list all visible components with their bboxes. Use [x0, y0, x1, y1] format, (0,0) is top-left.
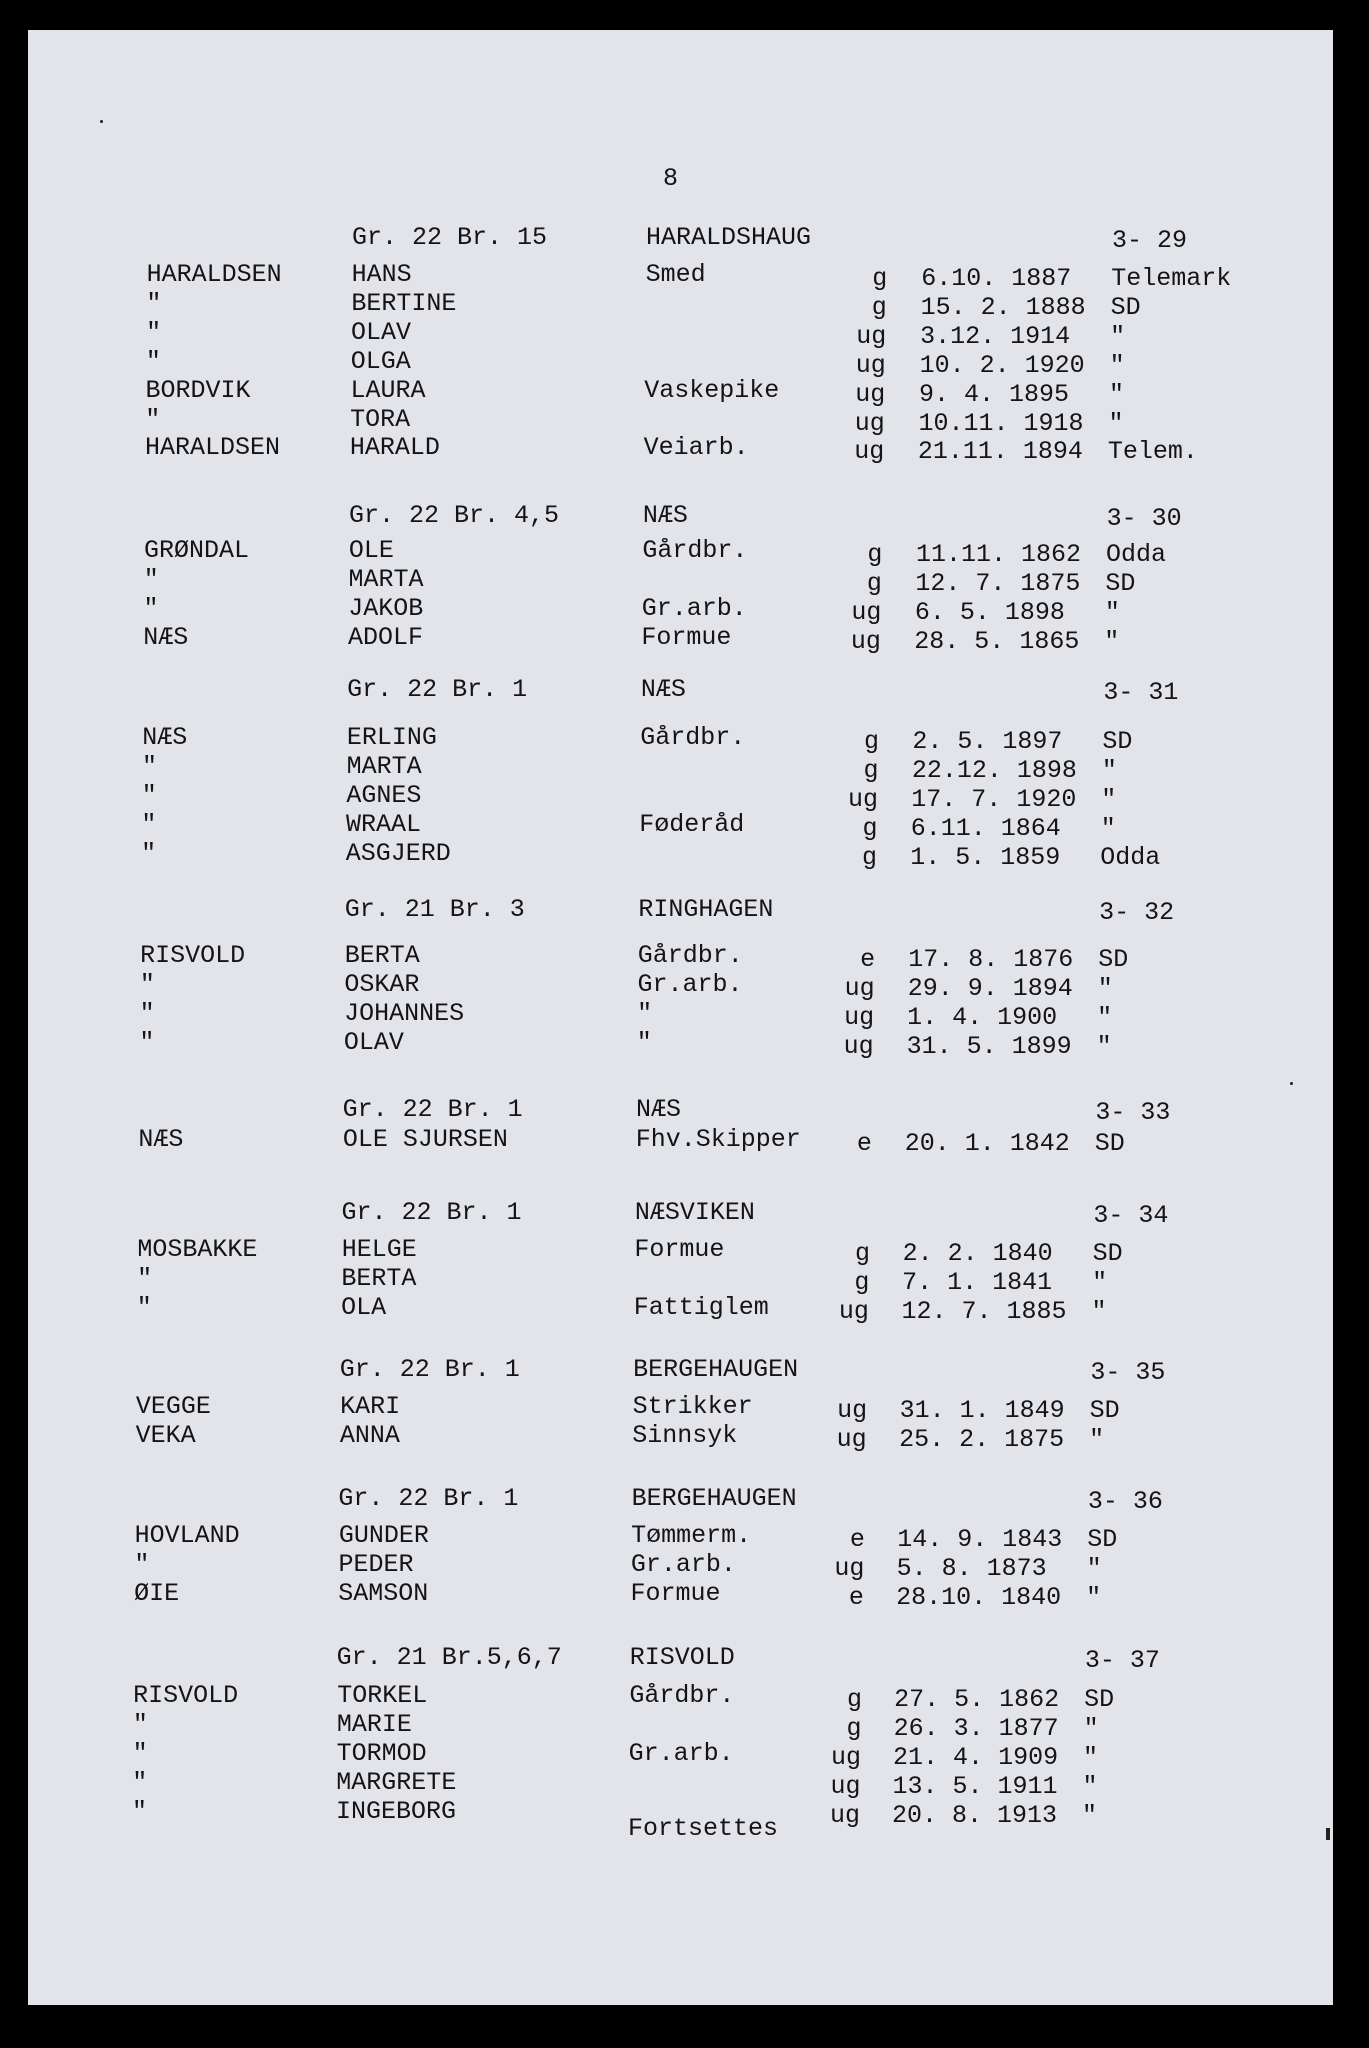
household-ref: 3- 31 — [1103, 678, 1179, 707]
surname-cell: HOVLAND — [134, 1521, 240, 1550]
birthplace-cell: " — [1083, 1742, 1099, 1772]
birth-date-cell: 12. 7. 1885 — [901, 1296, 1067, 1326]
birth-date-cell: 2. 5. 1897 — [912, 727, 1063, 756]
birthplace-cell: " — [1082, 1800, 1098, 1830]
marital-status-cell: ug — [851, 597, 882, 627]
occupation-cell: Sinnsyk — [632, 1420, 738, 1450]
birthplace-cell: SD — [1084, 1685, 1115, 1714]
occupation-cell: Gårdbr. — [642, 536, 748, 565]
occupation-cell: Strikker — [632, 1392, 753, 1421]
group-reference: Gr. 21 Br.5,6,7 — [336, 1643, 562, 1672]
surname-cell: VEKA — [135, 1420, 196, 1450]
given-name-cell: HELGE — [341, 1235, 417, 1264]
surname-cell: " — [132, 1796, 148, 1826]
given-name-cell: PEDER — [338, 1549, 414, 1579]
given-name-cell: BERTA — [344, 941, 420, 970]
surname-cell: NÆS — [143, 622, 189, 652]
marital-status-cell: e — [860, 945, 876, 974]
given-name-cell: OLE — [348, 536, 394, 565]
surname-cell: VEGGE — [135, 1392, 211, 1421]
group-reference: Gr. 22 Br. 1 — [347, 675, 528, 704]
given-name-cell: MARGRETE — [336, 1767, 457, 1797]
marital-status-cell: g — [854, 1239, 870, 1268]
given-name-cell: BERTA — [341, 1263, 417, 1293]
surname-cell: " — [145, 346, 161, 376]
birth-date-cell: 3.12. 1914 — [920, 321, 1071, 351]
birth-date-cell: 15. 2. 1888 — [920, 292, 1086, 322]
marital-status-cell: ug — [855, 379, 886, 409]
birthplace-cell: SD — [1110, 292, 1141, 322]
birth-date-cell: 20. 8. 1913 — [892, 1800, 1058, 1830]
household-ref: 3- 30 — [1106, 504, 1182, 533]
occupation-cell: Fattiglem — [633, 1292, 769, 1322]
given-name-cell: HANS — [351, 260, 412, 289]
surname-cell: BORDVIK — [145, 375, 251, 405]
marital-status-cell: ug — [856, 321, 887, 351]
birthplace-cell: " — [1082, 1771, 1098, 1801]
marital-status-cell: g — [854, 1267, 870, 1297]
given-name-cell: OLAV — [343, 1027, 404, 1057]
surname-cell: " — [132, 1709, 148, 1739]
birth-date-cell: 27. 5. 1862 — [894, 1685, 1060, 1714]
farm-name: NÆS — [636, 1095, 682, 1124]
birth-date-cell: 31. 1. 1849 — [899, 1396, 1065, 1425]
birthplace-cell: " — [1101, 784, 1117, 814]
birth-date-cell: 20. 1. 1842 — [904, 1129, 1070, 1158]
given-name-cell: MARIE — [336, 1709, 412, 1739]
surname-cell: " — [146, 288, 162, 318]
marital-status-cell: g — [867, 540, 883, 569]
birth-date-cell: 25. 2. 1875 — [899, 1424, 1065, 1454]
farm-name: NÆS — [640, 675, 686, 704]
birthplace-cell: SD — [1105, 568, 1136, 598]
birth-date-cell: 28.10. 1840 — [896, 1582, 1062, 1612]
given-name-cell: WRAAL — [346, 809, 422, 839]
marital-status-cell: g — [846, 1713, 862, 1743]
marital-status-cell: ug — [834, 1553, 865, 1583]
birth-date-cell: 17. 7. 1920 — [911, 784, 1077, 814]
marital-status-cell: e — [849, 1525, 865, 1554]
birthplace-cell: SD — [1094, 1129, 1125, 1158]
occupation-cell: Gr.arb. — [630, 1549, 736, 1579]
surname-cell: GRØNDAL — [144, 536, 250, 565]
surname-cell: " — [143, 593, 159, 623]
marital-status-cell: g — [866, 568, 882, 598]
birthplace-cell: " — [1092, 1267, 1108, 1297]
surname-cell: " — [137, 1263, 153, 1293]
surname-cell: " — [132, 1767, 148, 1797]
group-reference: Gr. 22 Br. 1 — [342, 1095, 523, 1124]
continuation-note: Fortsettes — [628, 1814, 779, 1843]
page-number: 8 — [663, 164, 679, 193]
household-ref: 3- 29 — [1111, 226, 1187, 255]
birth-date-cell: 1. 5. 1859 — [910, 842, 1061, 872]
occupation-cell: Formue — [641, 622, 732, 652]
birth-date-cell: 6.10. 1887 — [921, 264, 1072, 293]
birthplace-cell: " — [1104, 626, 1120, 656]
birthplace-cell: " — [1110, 321, 1126, 351]
surname-cell: ØIE — [134, 1578, 180, 1608]
surname-cell: RISVOLD — [140, 941, 246, 970]
birth-date-cell: 21. 4. 1909 — [893, 1742, 1059, 1772]
marital-status-cell: ug — [854, 408, 885, 438]
speck-mark — [1290, 1082, 1293, 1085]
surname-cell: " — [141, 838, 157, 868]
household-ref: 3- 35 — [1090, 1358, 1166, 1387]
group-reference: Gr. 22 Br. 4,5 — [348, 501, 560, 530]
birth-date-cell: 29. 9. 1894 — [907, 973, 1073, 1003]
surname-cell: " — [139, 969, 155, 999]
surname-cell: " — [141, 780, 157, 810]
surname-cell: " — [141, 751, 157, 781]
household-ref: 3- 36 — [1087, 1487, 1163, 1516]
given-name-cell: OLAV — [351, 317, 412, 347]
given-name-cell: ERLING — [346, 723, 437, 752]
marital-status-cell: g — [861, 842, 877, 872]
occupation-cell: Fhv.Skipper — [635, 1125, 801, 1154]
surname-cell: " — [134, 1549, 150, 1579]
group-reference: Gr. 22 Br. 1 — [338, 1484, 519, 1513]
surname-cell: RISVOLD — [133, 1681, 239, 1710]
occupation-cell: Smed — [645, 260, 706, 289]
occupation-cell: " — [637, 998, 653, 1028]
given-name-cell: BERTINE — [351, 288, 457, 318]
farm-name: HARALDSHAUG — [646, 223, 812, 252]
occupation-cell: Tømmerm. — [631, 1521, 752, 1550]
marital-status-cell: g — [847, 1685, 863, 1714]
given-name-cell: OLGA — [350, 346, 411, 376]
birthplace-cell: SD — [1089, 1396, 1120, 1425]
given-name-cell: INGEBORG — [336, 1796, 457, 1826]
given-name-cell: GUNDER — [338, 1521, 429, 1550]
surname-cell: " — [146, 317, 162, 347]
occupation-cell: Gr.arb. — [628, 1738, 734, 1768]
birthplace-cell: " — [1091, 1296, 1107, 1326]
birth-date-cell: 2. 2. 1840 — [902, 1239, 1053, 1268]
marital-status-cell: ug — [838, 1296, 869, 1326]
given-name-cell: ANNA — [339, 1420, 400, 1450]
surname-cell: " — [145, 404, 161, 434]
marital-status-cell: g — [863, 755, 879, 785]
birth-date-cell: 10.11. 1918 — [918, 408, 1084, 438]
given-name-cell: OLA — [341, 1292, 387, 1322]
birth-date-cell: 7. 1. 1841 — [902, 1267, 1053, 1297]
given-name-cell: JAKOB — [348, 593, 424, 623]
occupation-cell: Formue — [630, 1578, 721, 1608]
birth-date-cell: 10. 2. 1920 — [919, 350, 1085, 380]
occupation-cell: Gårdbr. — [640, 723, 746, 752]
household-ref: 3- 32 — [1099, 898, 1175, 927]
surname-cell: " — [143, 564, 159, 594]
marital-status-cell: ug — [850, 626, 881, 656]
farm-name: RISVOLD — [629, 1643, 735, 1672]
given-name-cell: AGNES — [346, 780, 422, 810]
surname-cell: " — [141, 809, 157, 839]
birthplace-cell: " — [1109, 350, 1125, 380]
birthplace-cell: Telem. — [1107, 437, 1198, 467]
surname-cell: " — [136, 1292, 152, 1322]
marital-status-cell: e — [848, 1582, 864, 1612]
birthplace-cell: Telemark — [1111, 264, 1232, 293]
birthplace-cell: " — [1086, 1553, 1102, 1583]
group-reference: Gr. 22 Br. 1 — [341, 1198, 522, 1227]
birthplace-cell: " — [1096, 1031, 1112, 1061]
birth-date-cell: 13. 5. 1911 — [892, 1771, 1058, 1801]
given-name-cell: TORA — [350, 404, 411, 434]
marital-status-cell: ug — [830, 1771, 861, 1801]
birthplace-cell: " — [1101, 755, 1117, 785]
given-name-cell: ADOLF — [347, 622, 423, 652]
given-name-cell: TORMOD — [336, 1738, 427, 1768]
given-name-cell: TORKEL — [337, 1681, 428, 1710]
surname-cell: " — [139, 998, 155, 1028]
marital-status-cell: g — [862, 813, 878, 843]
given-name-cell: LAURA — [350, 375, 426, 405]
birthplace-cell: SD — [1102, 727, 1133, 756]
speck-mark — [100, 120, 103, 123]
surname-cell: NÆS — [138, 1125, 184, 1154]
birth-date-cell: 31. 5. 1899 — [906, 1031, 1072, 1061]
birthplace-cell: SD — [1092, 1239, 1123, 1268]
household-ref: 3- 34 — [1093, 1201, 1169, 1230]
occupation-cell: Vaskepike — [644, 375, 780, 405]
marital-status-cell: ug — [844, 1002, 875, 1032]
marital-status-cell: ug — [830, 1742, 861, 1772]
marital-status-cell: g — [872, 264, 888, 293]
household-ref: 3- 33 — [1095, 1098, 1171, 1127]
birth-date-cell: 11.11. 1862 — [915, 540, 1081, 569]
marital-status-cell: ug — [848, 784, 879, 814]
birth-date-cell: 6.11. 1864 — [910, 813, 1061, 843]
given-name-cell: HARALD — [349, 433, 440, 463]
birth-date-cell: 21.11. 1894 — [917, 437, 1083, 467]
birthplace-cell: " — [1108, 408, 1124, 438]
surname-cell: MOSBAKKE — [137, 1235, 258, 1264]
given-name-cell: MARTA — [348, 564, 424, 594]
birthplace-cell: " — [1083, 1713, 1099, 1743]
given-name-cell: MARTA — [346, 751, 422, 781]
farm-name: NÆSVIKEN — [634, 1198, 755, 1227]
birthplace-cell: " — [1097, 1002, 1113, 1032]
birth-date-cell: 1. 4. 1900 — [907, 1002, 1058, 1032]
occupation-cell: Føderåd — [639, 809, 745, 839]
birth-date-cell: 12. 7. 1875 — [915, 568, 1081, 598]
marital-status-cell: g — [871, 292, 887, 322]
marital-status-cell: ug — [837, 1396, 868, 1425]
group-reference: Gr. 22 Br. 1 — [339, 1355, 520, 1384]
marital-status-cell: ug — [836, 1424, 867, 1454]
birth-date-cell: 26. 3. 1877 — [893, 1713, 1059, 1743]
occupation-cell: Gr.arb. — [637, 969, 743, 999]
farm-name: RINGHAGEN — [638, 895, 774, 924]
occupation-cell: Veiarb. — [643, 433, 749, 463]
birthplace-cell: Odda — [1100, 842, 1161, 872]
surname-cell: " — [139, 1027, 155, 1057]
birthplace-cell: " — [1109, 379, 1125, 409]
given-name-cell: OLE SJURSEN — [342, 1125, 508, 1154]
birth-date-cell: 14. 9. 1843 — [897, 1525, 1063, 1554]
surname-cell: " — [132, 1738, 148, 1768]
marital-status-cell: ug — [829, 1800, 860, 1830]
group-reference: Gr. 22 Br. 15 — [352, 223, 548, 252]
birthplace-cell: " — [1104, 597, 1120, 627]
birthplace-cell: Odda — [1105, 540, 1166, 569]
given-name-cell: JOHANNES — [344, 998, 465, 1028]
birthplace-cell: " — [1086, 1582, 1102, 1612]
birth-date-cell: 28. 5. 1865 — [914, 626, 1080, 656]
birth-date-cell: 22.12. 1898 — [911, 755, 1077, 785]
occupation-cell: Gårdbr. — [637, 941, 743, 970]
group-reference: Gr. 21 Br. 3 — [344, 895, 525, 924]
farm-name: BERGEHAUGEN — [633, 1355, 799, 1384]
marital-status-cell: ug — [855, 350, 886, 380]
birth-date-cell: 9. 4. 1895 — [919, 379, 1070, 409]
birthplace-cell: " — [1089, 1424, 1105, 1454]
birthplace-cell: SD — [1098, 945, 1129, 974]
given-name-cell: KARI — [340, 1392, 401, 1421]
surname-cell: HARALDSEN — [144, 433, 281, 463]
household-ref: 3- 37 — [1084, 1646, 1160, 1675]
marital-status-cell: ug — [854, 437, 885, 467]
marital-status-cell: ug — [843, 1031, 874, 1061]
birth-date-cell: 17. 8. 1876 — [908, 945, 1074, 974]
surname-cell: NÆS — [142, 723, 188, 752]
given-name-cell: ASGJERD — [345, 838, 451, 868]
marital-status-cell: g — [864, 727, 880, 756]
marital-status-cell: e — [856, 1129, 872, 1158]
surname-cell: HARALDSEN — [146, 260, 282, 289]
given-name-cell: SAMSON — [338, 1578, 429, 1608]
birth-date-cell: 6. 5. 1898 — [914, 597, 1065, 627]
farm-name: BERGEHAUGEN — [631, 1484, 797, 1513]
occupation-cell: Gr.arb. — [641, 593, 747, 623]
farm-name: NÆS — [642, 501, 688, 530]
given-name-cell: OSKAR — [344, 969, 420, 999]
birthplace-cell: SD — [1087, 1525, 1118, 1554]
occupation-cell: Gårdbr. — [629, 1681, 735, 1710]
occupation-cell: Formue — [634, 1235, 725, 1264]
birth-date-cell: 5. 8. 1873 — [896, 1553, 1047, 1583]
birthplace-cell: " — [1097, 973, 1113, 1003]
birthplace-cell: " — [1100, 813, 1116, 843]
marital-status-cell: ug — [844, 973, 875, 1003]
occupation-cell: " — [636, 1027, 652, 1057]
edge-mark — [1326, 1828, 1330, 1840]
